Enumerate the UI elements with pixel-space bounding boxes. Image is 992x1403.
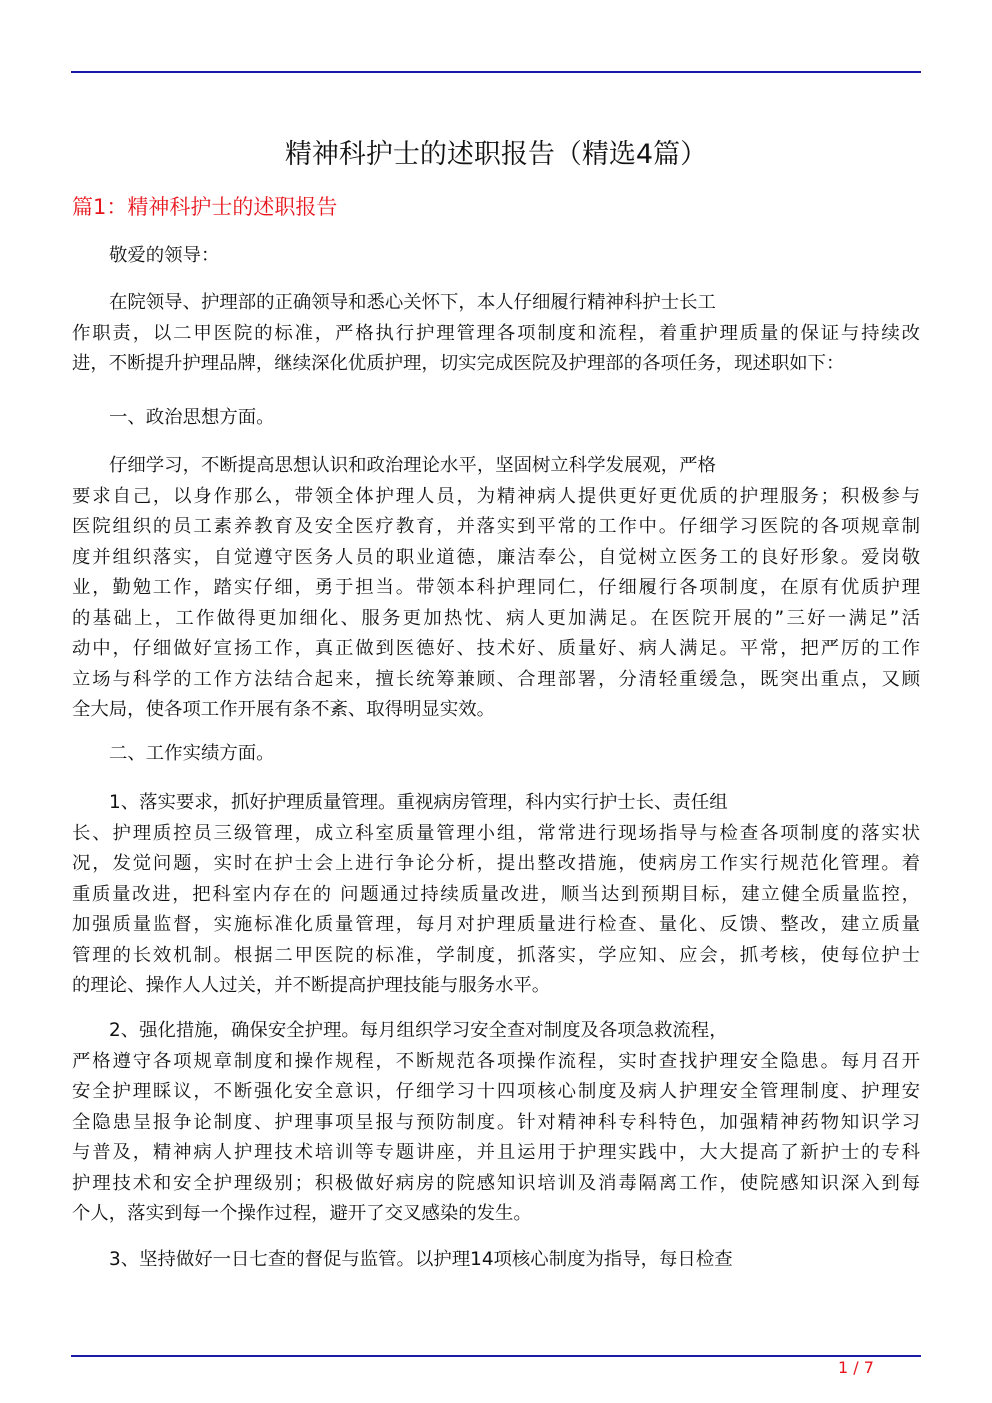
paragraph-safety	[72, 1016, 920, 1230]
text-line: 全隐患呈报争论制度、护理事项呈报与预防制度。针对精神科专科特色，加强精神药物知识学习	[72, 1111, 920, 1133]
text-line: 立场与科学的工作方法结合起来，擅长统筹兼顾、合理部署，分清轻重缓急，既突出重点，又顾	[72, 668, 920, 690]
text-line: 要求自己，以身作那么，带领全体护理人员，为精神病人提供更好更优质的护理服务；积极参与	[72, 485, 920, 507]
heading-political	[72, 403, 920, 434]
text-line: 的理论、操作人人过关，并不断提高护理技能与服务水平。	[72, 975, 551, 996]
text-line: 在院领导、护理部的正确领导和悉心关怀下，本人仔细履行精神科护士长工	[109, 292, 716, 313]
text-line: 度并组织落实，自觉遵守医务人员的职业道德，廉洁奉公，自觉树立医务工的良好形象。爱岗敬	[72, 546, 920, 568]
text-line: 1、落实要求，抓好护理质量管理。重视病房管理，科内实行护士长、责任组	[109, 792, 728, 813]
heading-achievements	[72, 739, 920, 770]
text-line: 二、工作实绩方面。	[109, 743, 275, 764]
page-number: 1 / 7	[838, 1358, 874, 1377]
paragraph-political	[72, 451, 920, 726]
text-line: 医院组织的员工素养教育及安全医疗教育，并落实到平常的工作中。仔细学习医院的各项规章制	[72, 516, 920, 537]
text-line: 进，不断提升护理品牌，继续深化优质护理，切实完成医院及护理部的各项任务，现述职如下：	[72, 353, 845, 374]
text-line: 的基础上，工作做得更加细化、服务更加热忱、病人更加满足。在医院开展的”三好一满足”活	[72, 607, 920, 629]
text-line: 况，发觉问题，实时在护士会上进行争论分析，提出整改措施，使病房工作实行规范化管理。着	[72, 853, 920, 874]
text-line: 与普及，精神病人护理技术培训等专题讲座，并且运用于护理实践中，大大提高了新护士的专科	[72, 1142, 920, 1163]
text-line: 护理技术和安全护理级别；积极做好病房的院感知识培训及消毒隔离工作，使院感知识深入到每	[72, 1172, 920, 1194]
text-line: 全大局，使各项工作开展有条不紊、取得明显实效。	[72, 699, 495, 720]
text-line: 3、坚持做好一日七查的督促与监管。以护理14项核心制度为指导，每日检查	[109, 1249, 733, 1270]
text-line: 仔细学习，不断提高思想认识和政治理论水平，坚固树立科学发展观，严格	[109, 455, 716, 476]
text-line: 动中，仔细做好宣扬工作，真正做到医德好、技术好、质量好、病人满足。平常，把严厉的工作	[72, 638, 920, 659]
text-line: 管理的长效机制。根据二甲医院的标准，学制度，抓落实，学应知、应会，抓考核，使每位护士	[72, 944, 920, 966]
text-line: 加强质量监督，实施标准化质量管理，每月对护理质量进行检查、量化、反馈、整改，建立质量	[72, 914, 920, 935]
text-line: 严格遵守各项规章制度和操作规程，不断规范各项操作流程，实时查找护理安全隐患。每月召开	[72, 1050, 920, 1072]
text-line: 重质量改进，把科室内存在的 问题通过持续质量改进，顺当达到预期目标，建立健全质量监控，	[72, 883, 920, 905]
greeting	[72, 241, 920, 272]
text-line: 长、护理质控员三级管理，成立科室质量管理小组，常常进行现场指导与检查各项制度的落实状	[72, 822, 920, 844]
text-line: 安全护理睬议，不断强化安全意识，仔细学习十四项核心制度及病人护理安全管理制度、护理安	[72, 1081, 920, 1102]
section-heading: 篇1：精神科护士的述职报告	[72, 195, 338, 219]
top-rule	[71, 71, 921, 73]
text-line: 作职责，以二甲医院的标准，严格执行护理管理各项制度和流程，着重护理质量的保证与持续改	[72, 322, 920, 344]
paragraph-intro	[72, 288, 920, 380]
text-line: 敬爱的领导：	[109, 245, 220, 266]
paragraph-inspection	[72, 1245, 920, 1276]
text-line: 业，勤勉工作，踏实仔细，勇于担当。带领本科护理同仁，仔细履行各项制度，在原有优质护理	[72, 577, 920, 598]
document-title: 精神科护士的述职报告（精选4篇）	[284, 139, 708, 170]
text-line: 个人，落实到每一个操作过程，避开了交叉感染的发生。	[72, 1203, 532, 1224]
text-line: 一、政治思想方面。	[109, 407, 275, 428]
paragraph-quality	[72, 788, 920, 1002]
text-line: 2、强化措施，确保安全护理。每月组织学习安全查对制度及各项急救流程，	[109, 1020, 728, 1041]
bottom-rule	[71, 1355, 921, 1357]
